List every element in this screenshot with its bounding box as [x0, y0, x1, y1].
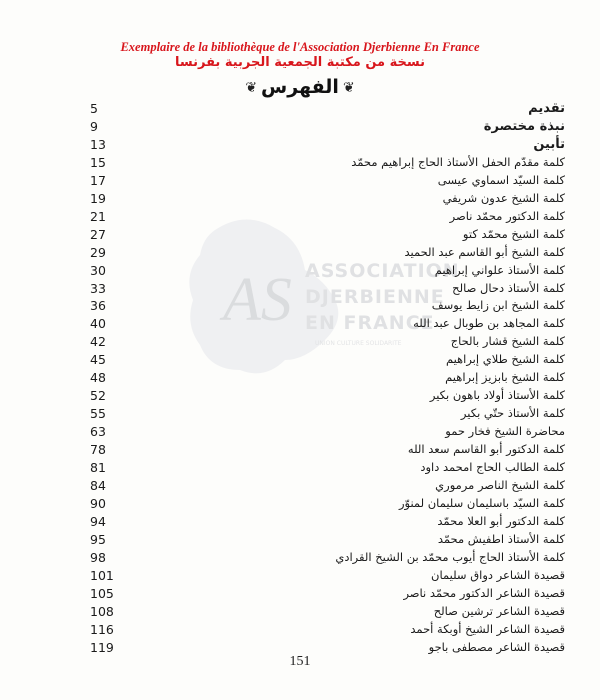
toc-entry-page: 105: [90, 585, 114, 601]
toc-entry-title: كلمة المجاهد بن طوبال عبد الله: [413, 316, 565, 331]
toc-entry: [0, 568, 600, 584]
toc-entry-page: 42: [90, 334, 106, 350]
toc-entry-page: 81: [90, 460, 106, 475]
toc-entry-title: قصيدة الشاعر مصطفى باجو: [428, 639, 565, 654]
toc-entry-title: كلمة الشيخ طلاي إبراهيم: [445, 352, 565, 367]
toc-entry-title: تقديم: [528, 101, 565, 116]
toc-entry: [0, 442, 600, 458]
toc-entry-page: 78: [90, 442, 106, 458]
toc-entry-title: كلمة الدكتور أبو العلا محمّد: [437, 513, 565, 528]
toc-entry: [0, 586, 600, 602]
toc-entry: [0, 514, 600, 530]
toc-entry-title: محاضرة الشيخ فخار حمو: [445, 424, 565, 439]
toc-entry: [0, 406, 600, 422]
toc-entry: [0, 604, 600, 620]
toc-entry-title: كلمة الأستاذ علواني إبراهيم: [434, 262, 565, 277]
toc-entry: [0, 227, 600, 243]
toc-entry-title: كلمة الأستاذ أولاد باهون بكير: [429, 388, 565, 403]
toc-entry-title: كلمة الأستاذ اطفيش محمّد: [437, 531, 565, 546]
toc-entry-page: 98: [90, 549, 106, 565]
toc-entry-title: كلمة الشيخ قشار بالحاج: [450, 334, 565, 349]
toc-entry-title: كلمة الشيخ الناصر مرموري: [435, 477, 565, 492]
toc-entry-page: 63: [90, 424, 106, 440]
toc-entry: [0, 245, 600, 261]
toc-entry-page: 94: [90, 513, 106, 529]
toc-entry: [0, 316, 600, 332]
toc-entry: [0, 298, 600, 314]
toc-entry: [0, 460, 600, 476]
toc-entry-page: 84: [90, 477, 106, 493]
toc-entry-title: كلمة الشيخ محمّد كتو: [462, 226, 565, 241]
watermark-tagline: UNION CULTURE SOLIDARITE: [315, 340, 402, 347]
toc-entry-title: قصيدة الشاعر ترشين صالح: [433, 603, 565, 618]
toc-entry: [0, 101, 600, 117]
toc-entry: [0, 550, 600, 566]
page-number: 151: [289, 654, 311, 669]
toc-entry-page: 45: [90, 352, 106, 368]
toc-entry: [0, 191, 600, 207]
watermark-line: ASSOCIATION: [305, 260, 460, 282]
toc-entry: [0, 622, 600, 638]
toc-entry-page: 17: [90, 172, 106, 188]
ornament-icon: ❦: [245, 79, 258, 96]
toc-entry-title: كلمة السيّد اسماوي عيسى: [437, 172, 565, 187]
toc-entry: [0, 334, 600, 350]
toc-entry-page: 52: [90, 388, 106, 404]
toc-entry: [0, 532, 600, 548]
toc-entry-page: 21: [90, 208, 106, 224]
toc-entry-title: كلمة الأستاذ دحال صالح: [452, 280, 565, 295]
toc-entry: [0, 209, 600, 225]
toc-entry: [0, 155, 600, 171]
svg-text:AS: AS: [223, 266, 292, 334]
toc-entry-page: 108: [90, 603, 114, 619]
toc-entry-page: 116: [90, 621, 114, 637]
toc-entry-title: كلمة الدكتور محمّد ناصر: [449, 208, 565, 223]
toc-entry-page: 36: [90, 298, 106, 314]
toc-entry-page: 90: [90, 495, 106, 511]
toc-entry-page: 55: [90, 406, 106, 422]
toc-entry-page: 101: [90, 567, 114, 583]
library-notice-french: Exemplaire de la bibliothèque de l'Association Djerbienne En France: [120, 40, 480, 54]
toc-entry-page: 30: [90, 262, 106, 278]
toc-entry: [0, 496, 600, 512]
toc-entry-page: 19: [90, 190, 106, 206]
toc-entry-page: 13: [90, 136, 106, 152]
toc-entry-title: كلمة السيّد باسليمان سليمان لمنوّر: [398, 495, 565, 510]
watermark-line: DJERBIENNE: [305, 286, 445, 308]
toc-entry-page: 27: [90, 226, 106, 242]
toc-entry-page: 15: [90, 154, 106, 170]
toc-entry: [0, 263, 600, 279]
toc-entry-page: 29: [90, 244, 106, 260]
toc-entry-title: كلمة الشيخ بابزيز إبراهيم: [445, 370, 565, 385]
toc-entry-page: 40: [90, 316, 106, 332]
toc-entry-title: كلمة الدكتور أبو القاسم سعد الله: [407, 442, 565, 457]
toc-entry-page: 5: [90, 101, 98, 116]
ornament-icon: ❦: [342, 79, 355, 96]
toc-entry: [0, 352, 600, 368]
toc-entry-title: نبذة مختصرة: [483, 118, 565, 134]
toc-entry-page: 48: [90, 370, 106, 386]
toc-entry-title: كلمة مقدّم الحفل الأستاذ الحاج إبراهيم محمّد: [351, 154, 565, 169]
toc-entry: [0, 424, 600, 440]
toc-entry-page: 9: [90, 118, 98, 134]
library-notice-arabic: نسخة من مكتبة الجمعية الجربية بفرنسا: [175, 55, 425, 70]
toc-entry-title: كلمة الطالب الحاج امحمد داود: [420, 460, 565, 474]
toc-entry-title: كلمة الشيخ ابن زايط يوسف: [431, 298, 565, 313]
watermark-line: EN FRANCE: [305, 312, 435, 334]
toc-entry: [0, 370, 600, 386]
toc-entry-title: قصيدة الشاعر الدكتور محمّد ناصر: [403, 585, 565, 600]
toc-entry: [0, 388, 600, 404]
toc-entry-page: 33: [90, 280, 106, 296]
toc-entry-page: 95: [90, 531, 106, 547]
toc-entry-page: 119: [90, 639, 114, 655]
toc-entry: [0, 119, 600, 135]
toc-entry-title: كلمة الشيخ عدون شريفي: [442, 190, 565, 205]
toc-entry-title: قصيدة الشاعر الشيخ أوبكة أحمد: [410, 621, 565, 636]
toc-entry-title: تأبين: [533, 136, 565, 152]
toc-entry-title: كلمة الشيخ أبو القاسم عبد الحميد: [404, 244, 565, 259]
toc-entry-title: قصيدة الشاعر دواق سليمان: [431, 567, 565, 582]
toc-entry: [0, 137, 600, 153]
toc-entry: [0, 173, 600, 189]
toc-entry-title: كلمة الأستاذ الحاج أيوب محمّد بن الشيخ القرادي: [335, 549, 565, 564]
toc-entry: [0, 281, 600, 297]
toc-entry: [0, 478, 600, 494]
toc-entry-title: كلمة الأستاذ حتّي بكير: [460, 406, 565, 421]
page-title-text: الفهرس: [261, 76, 339, 98]
